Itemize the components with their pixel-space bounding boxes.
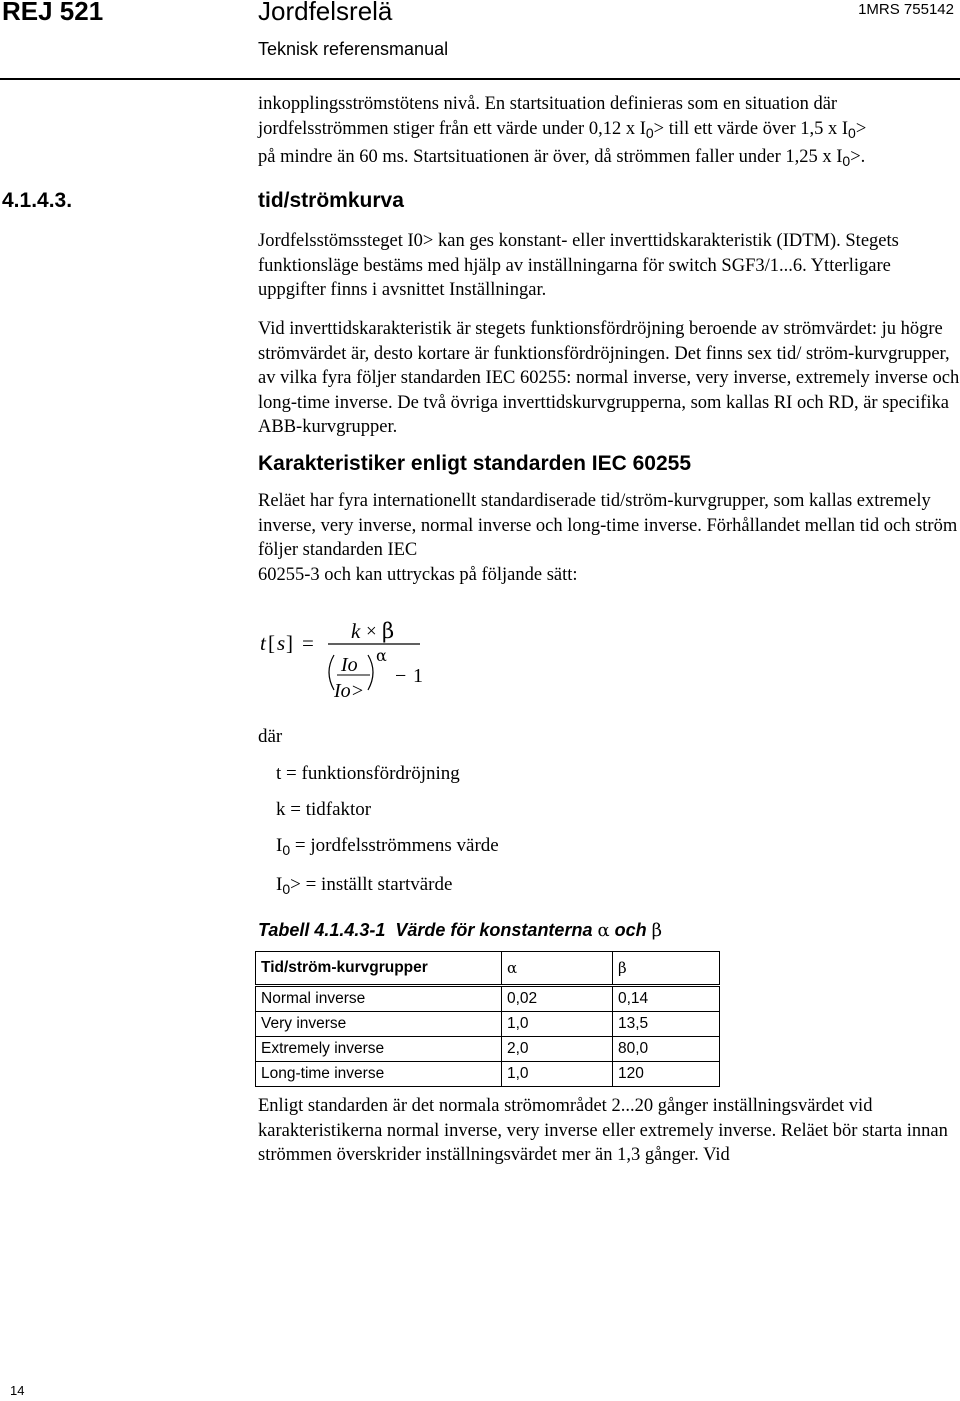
table-caption: Tabell 4.1.4.3-1 Värde för konstanterna α och β <box>258 920 663 941</box>
cell-beta: 80,0 <box>613 1037 720 1062</box>
cell-beta: 120 <box>613 1062 720 1087</box>
formula-equals: = <box>302 631 314 655</box>
cell-beta: 13,5 <box>613 1012 720 1037</box>
document-subtitle: Teknisk referensmanual <box>258 39 449 59</box>
header-alpha: α <box>502 952 613 986</box>
section-number: 4.1.4.3. <box>2 189 73 212</box>
intro-paragraph <box>258 92 958 174</box>
formula-t: t <box>260 631 266 655</box>
paragraph-current-range: Enligt standarden är det normala strömområdet 2...20 gånger inställningsvärdet vid karakteristikerna normal inverse, very inverse eller extremely inverse. Reläet bör starta innan strömmen överskrider inställningsvärdet mer än 1,3 gånger. Vid <box>258 1096 948 1165</box>
header-rule <box>0 78 960 80</box>
where-label: där <box>258 726 283 747</box>
document-number: 1MRS 755142 <box>858 1 954 18</box>
constants-table <box>255 951 720 1087</box>
document-code: REJ 521 <box>2 0 104 26</box>
subsection-heading: Karakteristiker enligt standarden IEC 60255 <box>258 452 692 475</box>
time-current-formula <box>258 612 458 712</box>
intro-line-2: jordfelsströmmen stiger från ett värde under 0,12 x $I_0>$ till ett värde över 1,5 x $I_0>$ <box>258 118 867 141</box>
intro-line-3: på mindre än 60 ms. Startsituationen är över, då strömmen faller under 1,25 x $I_0>$. <box>258 147 866 169</box>
table-row <box>256 1062 720 1087</box>
formula-minus: − <box>395 665 407 687</box>
definition-i0: $I_0$ = jordfelsströmmens värde <box>276 835 499 858</box>
cell-curve: Long-time inverse <box>256 1062 502 1087</box>
ratio-bottom: Io> <box>334 680 365 702</box>
table-row <box>256 986 720 1012</box>
document-title: Jordfelsrelä <box>258 0 393 26</box>
formula-lbracket: [ <box>268 631 275 655</box>
section-title: tid/strömkurva <box>258 189 404 212</box>
formula-times: × <box>366 621 377 642</box>
cell-curve: Extremely inverse <box>256 1037 502 1062</box>
formula-k: k <box>351 619 361 643</box>
table-row <box>256 1012 720 1037</box>
definition-k: k = tidfaktor <box>276 799 372 820</box>
paragraph-inverse-time: Vid inverttidskarakteristik är stegets funktionsfördröjning beroende av strömvärdet: ju högre strömvärdet är, desto kortare är funktionsfördröjningen. Det finns sex tid/ ström-kurvgrupper, av vilka fyra följer standarden IEC 60255: normal inverse, very inverse, extremely inverse och long-time inverse. De två övriga inverttidskurvgrupperna, som kallas RI och RD, är specifika ABB-kurvgrupper. <box>258 319 960 437</box>
formula-rbracket: ] <box>286 631 293 655</box>
cell-beta: 0,14 <box>613 986 720 1012</box>
header-beta: β <box>613 952 720 986</box>
cell-curve: Normal inverse <box>256 986 502 1012</box>
formula-s: s <box>277 631 286 655</box>
table-row <box>256 1037 720 1062</box>
intro-line-1: inkopplingsströmstötens nivå. En startsituation definieras som en situation där <box>258 94 838 114</box>
definition-i0-start: $I_0>$ = inställt startvärde <box>276 874 453 897</box>
formula-beta: β <box>382 619 395 643</box>
cell-alpha: 2,0 <box>502 1037 613 1062</box>
cell-alpha: 1,0 <box>502 1062 613 1087</box>
page-number: 14 <box>10 1383 25 1398</box>
cell-alpha: 1,0 <box>502 1012 613 1037</box>
paragraph-idtm: Jordfelsstömssteget I0> kan ges konstant- eller inverttidskarakteristik (IDTM). Stegets funktionsläge bestäms med hjälp av inställningarna för switch SGF3/1...6. Ytterligare uppgifter finns i avsnittet Inställningar. <box>258 231 899 300</box>
right-paren <box>368 655 373 690</box>
ratio-top: Io <box>341 654 358 676</box>
cell-curve: Very inverse <box>256 1012 502 1037</box>
definition-t: t = funktionsfördröjning <box>276 763 460 784</box>
header-curve-group: Tid/ström-kurvgrupper <box>256 952 502 986</box>
formula-alpha: α <box>376 646 387 665</box>
formula-one: 1 <box>413 665 423 687</box>
paragraph-standard-curves: Reläet har fyra internationellt standardiserade tid/ström-kurvgrupper, som kallas extremely inverse, very inverse, normal inverse och long-time inverse. Förhållandet mellan tid och ström följer standarden IEC 60255-3 och kan uttryckas på följande sätt: <box>258 491 958 585</box>
cell-alpha: 0,02 <box>502 986 613 1012</box>
table-header-row <box>256 952 720 986</box>
